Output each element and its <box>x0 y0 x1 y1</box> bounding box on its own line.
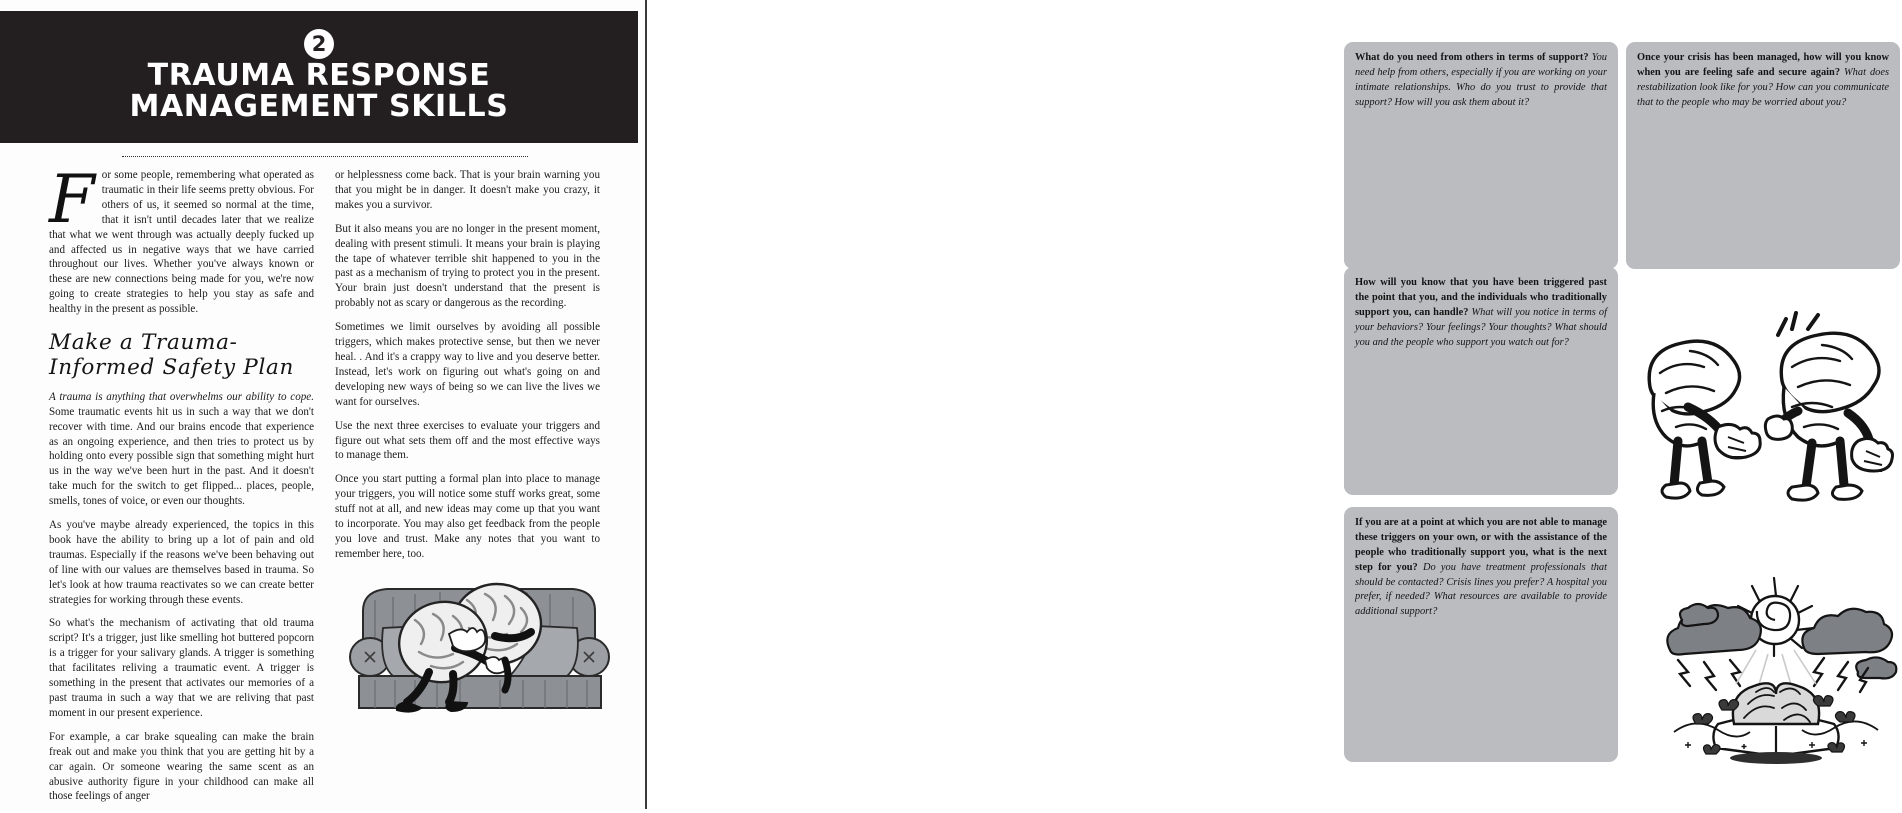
prompt-subtext: You need help from others, especially if you are working on your intimate relationships. Who do you trust to provide that support? How will you ask them about it? <box>1355 52 1607 108</box>
prompt-subtext: Do you have treatment professionals that should be contacted? Crisis lines you prefer? A hospital you prefer, if needed? What resources are available to provide additional support? <box>1355 561 1607 618</box>
paragraph-trigger-mechanism: So what's the mechanism of activating that old trauma script? It's a trigger, just like smelling hot buttered popcorn is a trigger for your salivary glands. A trigger is something that facilitates reliving a traumatic event. A trigger is something in the present that activates our memories of a past trauma in such a way that we are reliving that past moment in our present experience. <box>49 617 314 719</box>
trauma-definition-italic: A trauma is anything that overwhelms our ability to cope. <box>49 390 314 403</box>
prompt-box-crisis-managed[interactable] <box>1626 42 1900 269</box>
section-heading: Make a Trauma-Informed Safety Plan <box>49 330 295 381</box>
paragraph-formal-plan: Once you start putting a formal plan into place to manage your triggers, you will notice some stuff works great, some stuff not at all, and new ideas may come up that you want to incorporate. You may also get feedback from the people you love and trust. Make any notes that you want to remember here, too. <box>335 473 600 560</box>
prompt-question: What do you need from others in terms of support? <box>1355 52 1589 63</box>
trauma-definition-rest: Some traumatic events hit us in such a way that we don't recover with time. And our brains encode that experience as an ongoing experience, and then tries to protect us by holding onto every possible sign that something might hurt us in the way we've been hurt in the past. And it doesn't take much for the switch to get flipped... places, people, smells, tones of voice, or even our thoughts. <box>49 405 314 508</box>
paragraph-next-exercises: Use the next three exercises to evaluate your triggers and figure out what sets them off and the most effective ways to manage them. <box>335 419 600 462</box>
prompt-question: If you are at a point at which you are not able to manage these triggers on your own, or with the assistance of the people who traditionally support you, what is the next step for you? <box>1355 517 1607 573</box>
two-brains-illustration <box>1632 315 1897 515</box>
prompt-box-triggered-past-point[interactable] <box>1344 267 1618 495</box>
paragraph-trauma-definition <box>49 390 314 509</box>
text-column-left <box>49 161 314 813</box>
title-line-2: MANAGEMENT SKILLS <box>129 89 509 125</box>
prompt-subtext: What will you notice in terms of your behaviors? Your feelings? Your thoughts? What should you and the people who support you watch out for? <box>1355 306 1607 348</box>
storm-sun-brain-illustration <box>1652 572 1902 767</box>
paragraph-topics: As you've maybe already experienced, the topics in this book have the ability to bring up a lot of pain and old traumas. Especially if the reasons we've been behaving out of line with our values are themselves based in trauma. So let's look at how trauma reactivates so we can create better strategies for working through these events. <box>49 519 314 606</box>
prompt-box-support[interactable] <box>1344 42 1618 269</box>
paragraph-helplessness: or helplessness come back. That is your brain warning you that you might be in danger. It doesn't make you crazy, it makes you a survivor. <box>335 169 600 211</box>
paragraph-present-moment: But it also means you are no longer in the present moment, dealing with present stimuli. It means your brain is playing the tape of whatever terrible shit happened to you in the past as a mechanism of trying to protect you in the present. Your brain just doesn't understand that the present is probably not as scary or dangerous as the recording. <box>335 222 600 310</box>
right-page <box>647 0 1889 809</box>
text-column-right <box>335 168 600 571</box>
intro-paragraph-text: or some people, remembering what operated as traumatic in their life seems pretty obvious. For others of us, it seemed so normal at the time, that it isn't until decades later that we realize that what we went through was actually deeply fucked up and affected us in negative ways that we have carried throughout our lives. Whether you've always known or these are new connections being made for you, we're now going to create strategies to help you stay as safe and healthy in the present as possible. <box>49 169 314 316</box>
chapter-banner <box>0 11 638 143</box>
page-title <box>19 58 619 125</box>
left-page <box>0 0 645 809</box>
paragraph-example: For example, a car brake squealing can make the brain freak out and make you think that you are getting hit by a car again. Or someone wearing the same scent as an abusive authority figure in your childhood can make all those feelings of anger <box>49 730 314 803</box>
prompt-question: How will you know that you have been triggered past the point that you, and the individuals who traditionally support you, can handle? <box>1355 277 1607 318</box>
title-line-1: TRAUMA RESPONSE <box>147 58 491 93</box>
couch-brains-illustration <box>345 556 615 721</box>
paragraph-avoiding-triggers: Sometimes we limit ourselves by avoiding all possible triggers, which makes protective sense, but then we never heal. . And it's a crappy way to live and you deserve better. Instead, let's work on figuring out what's going on and developing new ways of being so we can live the lives we want for ourselves. <box>335 321 600 408</box>
dotted-divider <box>122 156 528 157</box>
prompt-question: Once your crisis has been managed, how will you know when you are feeling safe and secure again? <box>1637 52 1889 78</box>
chapter-number-badge: 2 <box>304 29 334 59</box>
prompt-box-next-step[interactable] <box>1344 507 1618 762</box>
prompt-subtext: What does restabilization look like for you? How can you communicate that to the people who may be worried about you? <box>1637 66 1889 108</box>
intro-paragraph <box>49 161 314 317</box>
drop-cap: F <box>49 161 95 238</box>
